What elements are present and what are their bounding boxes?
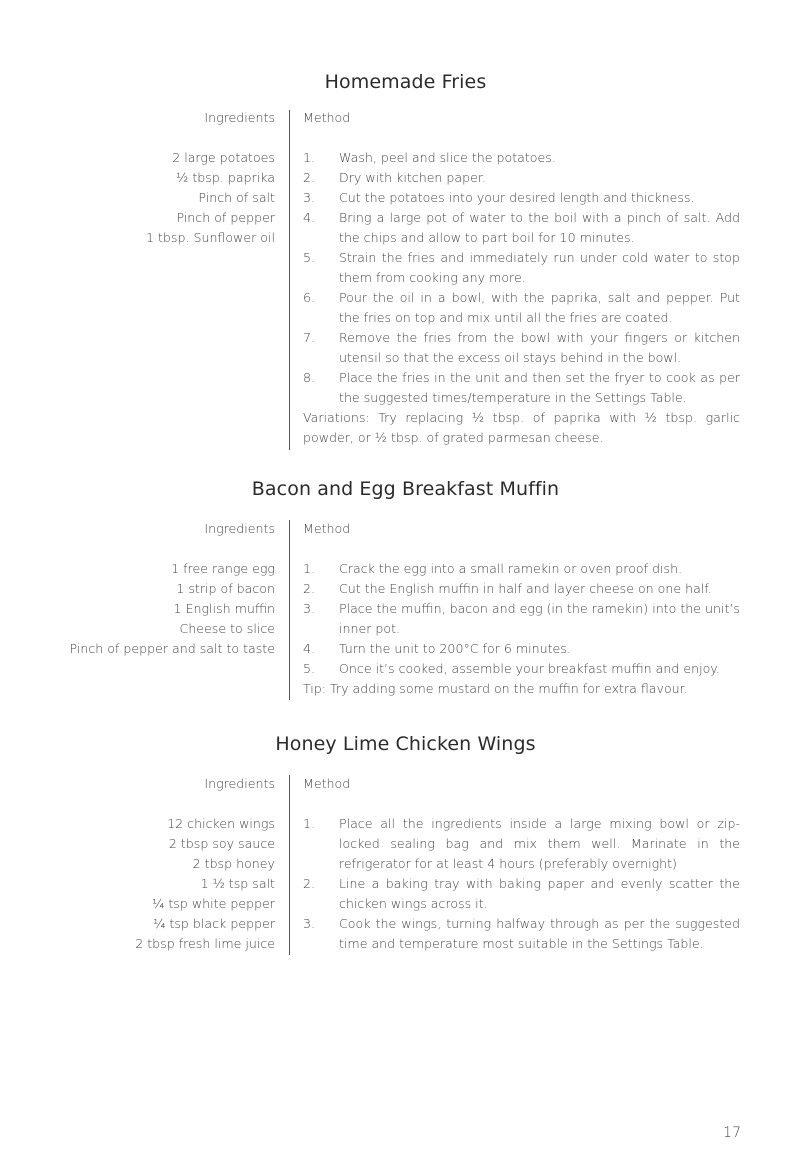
- step-text: Line a baking tray with baking paper and evenly scatter the chicken wings across it.: [339, 876, 740, 911]
- step-number: 2.: [303, 170, 316, 185]
- ingredients-list-fries: [146, 108, 275, 248]
- step-number: 7.: [303, 330, 316, 345]
- step-number: 4.: [303, 210, 316, 225]
- method-step: [303, 288, 740, 328]
- ingredient-item: Cheese to slice: [179, 621, 275, 636]
- step-text: Bring a large pot of water to the boil with a pinch of salt. Add the chips and allow to part boil for 10 minutes.: [339, 210, 740, 245]
- step-number: 5.: [303, 250, 316, 265]
- recipe-title-wings: Honey Lime Chicken Wings: [275, 733, 536, 755]
- ingredient-item: 2 tbsp fresh lime juice: [135, 936, 275, 951]
- step-number: 1.: [303, 816, 316, 831]
- step-number: 5.: [303, 661, 316, 676]
- ingredient-item: Pinch of pepper and salt to taste: [69, 641, 275, 656]
- column-divider: [289, 520, 290, 700]
- step-number: 1.: [303, 561, 316, 576]
- step-text: Pour the oil in a bowl, with the paprika, salt and pepper. Put the fries on top and mix until all the fries are coated.: [339, 290, 740, 325]
- ingredient-item: 2 tbsp honey: [192, 856, 275, 871]
- step-number: 3.: [303, 190, 316, 205]
- ingredient-item: ¼ tsp white pepper: [152, 896, 275, 911]
- ingredient-item: 2 large potatoes: [172, 150, 275, 165]
- ingredient-item: 12 chicken wings: [167, 816, 275, 831]
- method-muffin: [303, 519, 740, 699]
- step-text: Remove the fries from the bowl with your fingers or kitchen utensil so that the excess oil stays behind in the bowl.: [339, 330, 740, 365]
- step-number: 2.: [303, 581, 316, 596]
- ingredient-item: 1 strip of bacon: [176, 581, 275, 596]
- method-step: [303, 814, 740, 874]
- step-text: Place the fries in the unit and then set the fryer to cook as per the suggested times/temperature in the Settings Table.: [339, 370, 740, 405]
- step-number: 1.: [303, 150, 316, 165]
- method-step: [303, 559, 740, 579]
- step-number: 3.: [303, 601, 316, 616]
- method-step: [303, 874, 740, 914]
- method-step: [303, 599, 740, 639]
- ingredient-item: ½ tbsp. paprika: [176, 170, 275, 185]
- step-number: 3.: [303, 916, 316, 931]
- method-fries: [303, 108, 740, 448]
- method-heading: Method: [303, 110, 351, 125]
- step-number: 4.: [303, 641, 316, 656]
- method-heading: Method: [303, 776, 351, 791]
- recipe-title-fries: Homemade Fries: [324, 71, 487, 93]
- method-step: [303, 368, 740, 408]
- recipe-title-muffin: Bacon and Egg Breakfast Muffin: [251, 478, 560, 500]
- ingredients-list-wings: [135, 774, 275, 954]
- step-text: Place all the ingredients inside a large mixing bowl or zip-locked sealing bag and mix them well. Marinate in the refrigerator for at least 4 hours (preferably overnight): [339, 816, 740, 871]
- ingredient-item: Pinch of pepper: [176, 210, 275, 225]
- step-number: 8.: [303, 370, 316, 385]
- step-text: Wash, peel and slice the potatoes.: [339, 150, 556, 165]
- method-step: [303, 188, 740, 208]
- method-step: [303, 168, 740, 188]
- method-heading: Method: [303, 521, 351, 536]
- ingredients-heading: Ingredients: [204, 521, 275, 536]
- method-step: [303, 148, 740, 168]
- ingredients-list-muffin: [70, 519, 275, 659]
- method-step: [303, 659, 740, 679]
- step-text: Dry with kitchen paper.: [339, 170, 486, 185]
- step-text: Turn the unit to 200°C for 6 minutes.: [339, 641, 571, 656]
- step-text: Cut the English muffin in half and layer cheese on one half.: [339, 581, 712, 596]
- method-step: [303, 639, 740, 659]
- step-text: Cut the potatoes into your desired length and thickness.: [339, 190, 695, 205]
- step-number: 2.: [303, 876, 316, 891]
- step-text: Crack the egg into a small ramekin or oven proof dish.: [339, 561, 683, 576]
- column-divider: [289, 110, 290, 450]
- method-step: [303, 208, 740, 248]
- tip-note: Tip: Try adding some mustard on the muffin for extra flavour.: [303, 681, 688, 696]
- step-text: Cook the wings, turning halfway through as per the suggested time and temperature most suitable in the Settings Table.: [339, 916, 740, 951]
- page-number: 17: [723, 1125, 741, 1141]
- step-number: 6.: [303, 290, 316, 305]
- ingredient-item: ¼ tsp black pepper: [153, 916, 275, 931]
- ingredient-item: 1 ½ tsp salt: [200, 876, 275, 891]
- ingredient-item: 2 tbsp soy sauce: [168, 836, 275, 851]
- column-divider: [289, 775, 290, 955]
- ingredients-heading: Ingredients: [204, 776, 275, 791]
- ingredient-item: 1 tbsp. Sunflower oil: [145, 230, 275, 245]
- ingredients-heading: Ingredients: [204, 110, 275, 125]
- method-step: [303, 914, 740, 954]
- method-step: [303, 579, 740, 599]
- variations-note: Variations: Try replacing ½ tbsp. of paprika with ½ tbsp. garlic powder, or ½ tbsp. of grated parmesan cheese.: [303, 410, 740, 445]
- step-text: Place the muffin, bacon and egg (in the ramekin) into the unit’s inner pot.: [339, 601, 740, 636]
- ingredient-item: Pinch of salt: [198, 190, 275, 205]
- method-step: [303, 248, 740, 288]
- ingredient-item: 1 English muffin: [173, 601, 275, 616]
- step-text: Once it’s cooked, assemble your breakfast muffin and enjoy.: [339, 661, 720, 676]
- method-step: [303, 328, 740, 368]
- method-wings: [303, 774, 740, 954]
- ingredient-item: 1 free range egg: [171, 561, 275, 576]
- step-text: Strain the fries and immediately run under cold water to stop them from cooking any more.: [339, 250, 740, 285]
